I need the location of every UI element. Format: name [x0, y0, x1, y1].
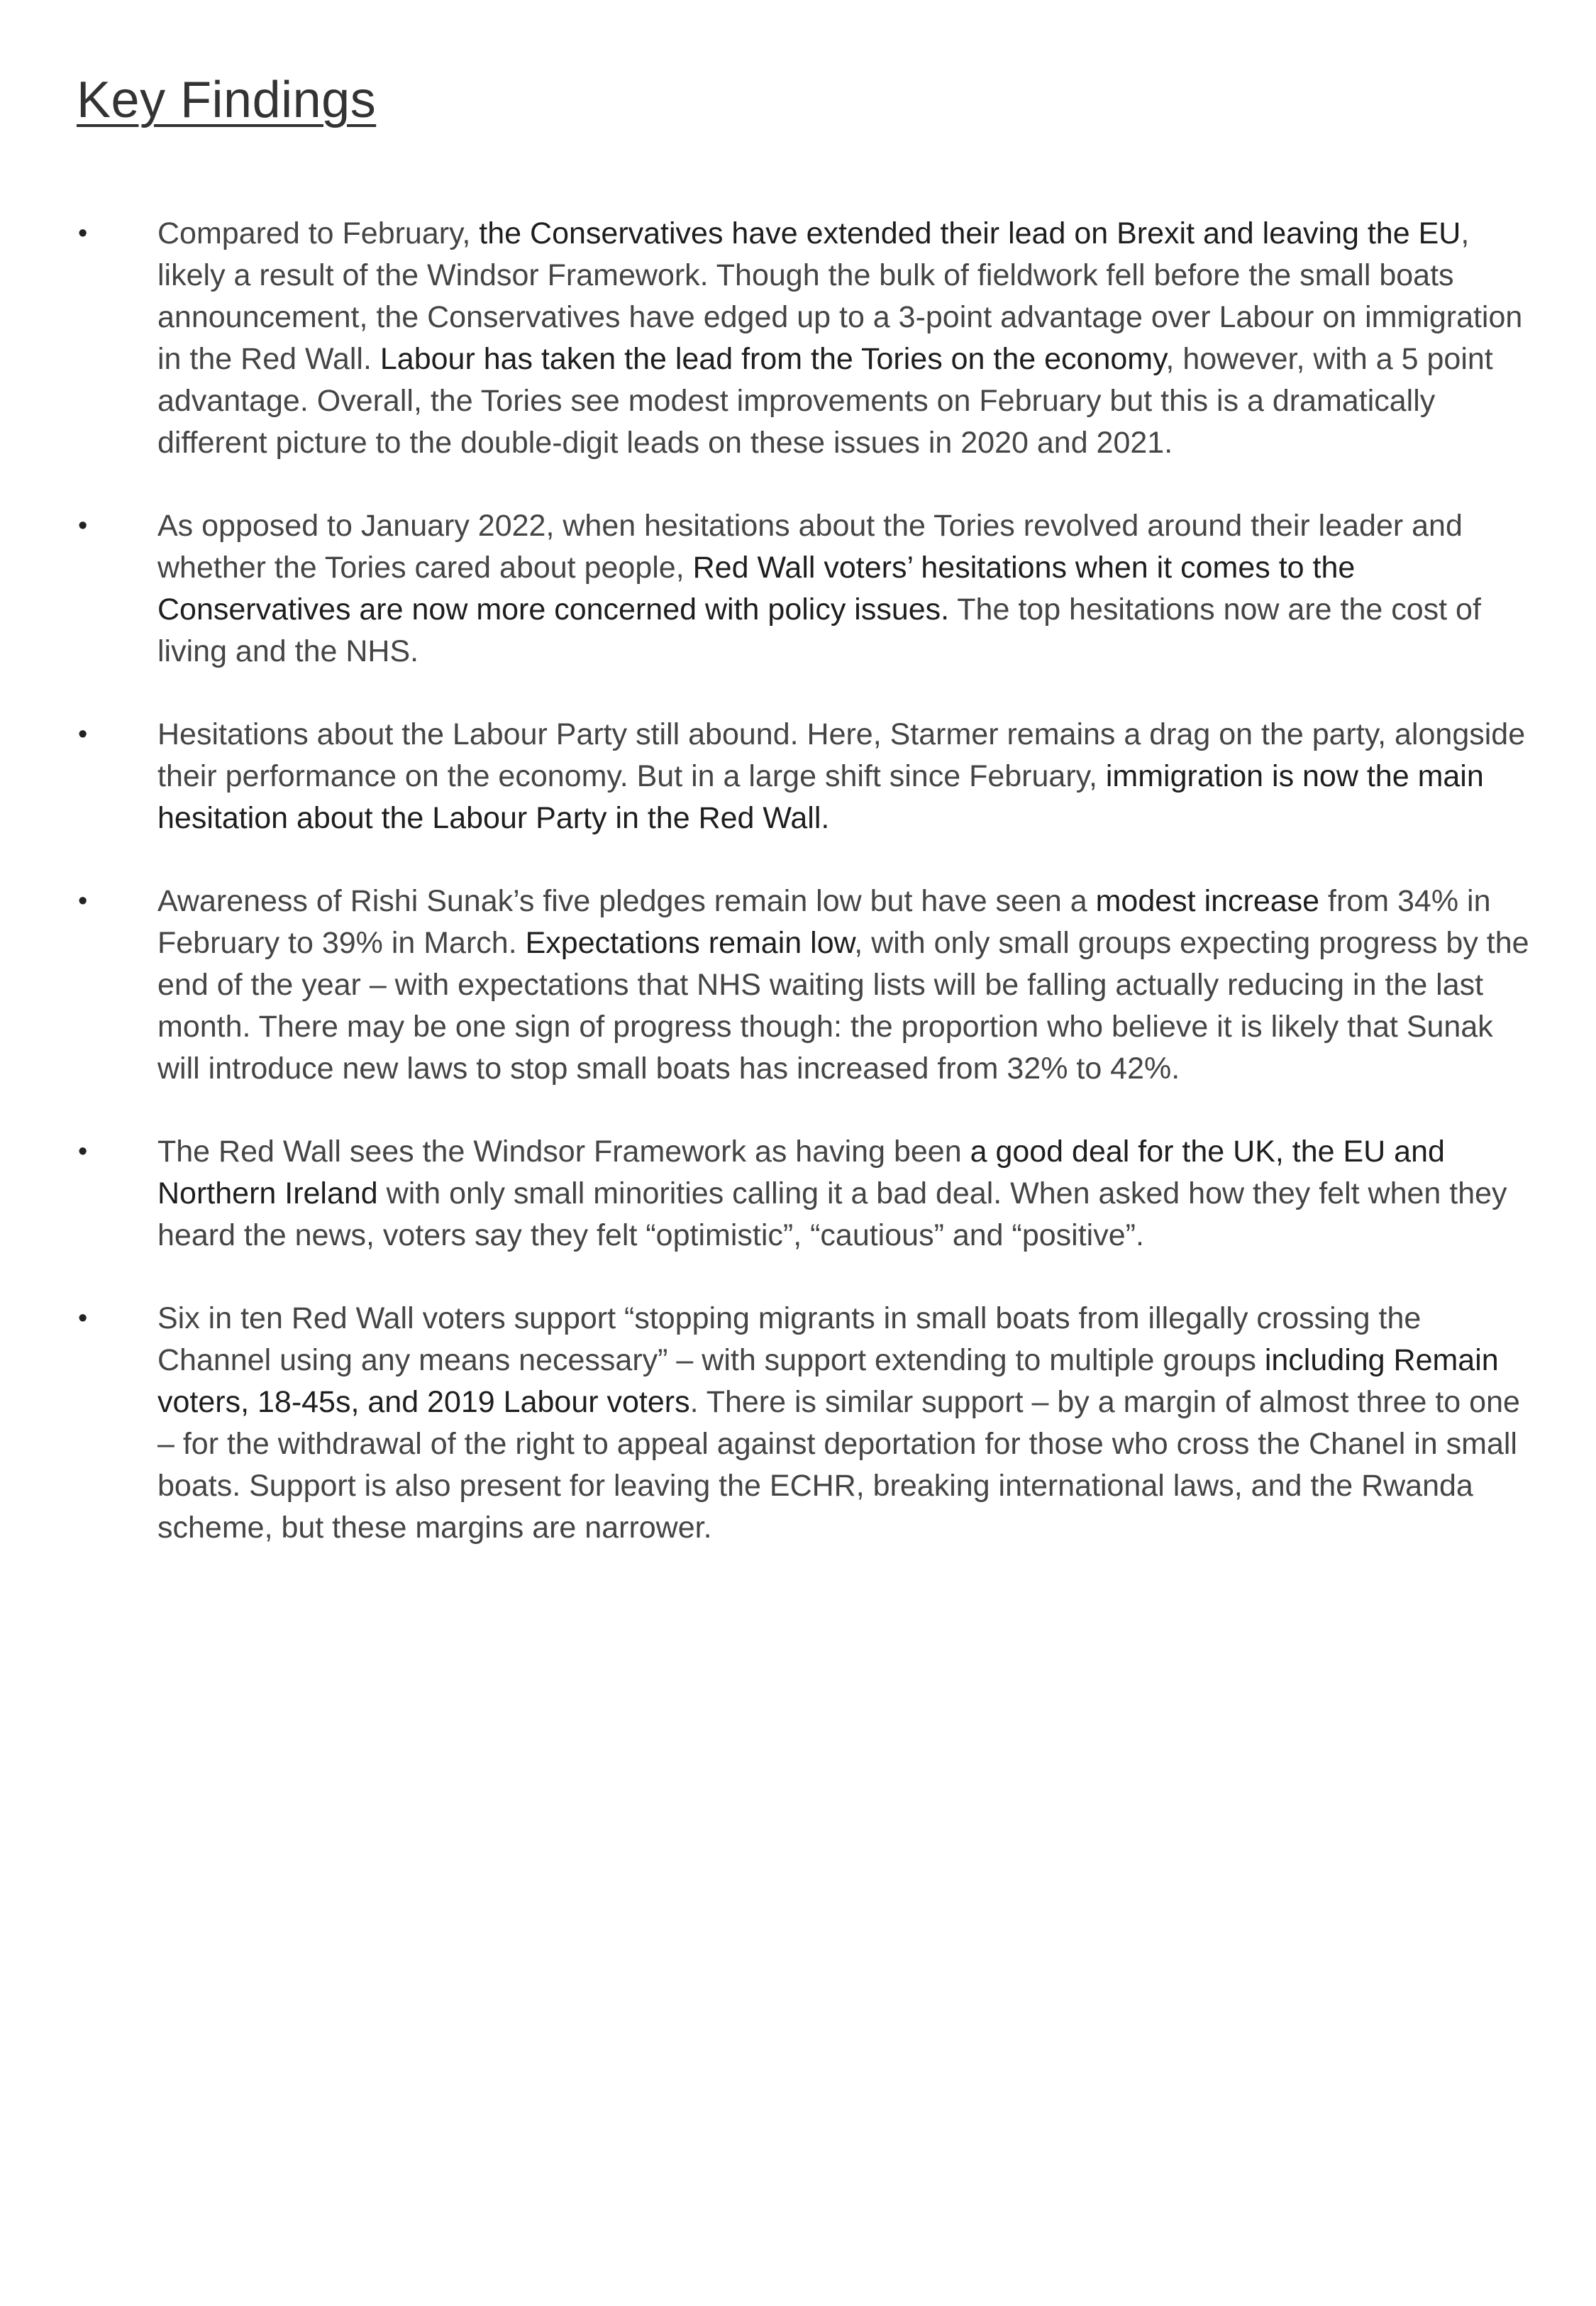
- finding-segment: , with only small groups expecting progress by the end of the year – with expectations that NHS waiting lists will be falling actually reducing in the last month. There may be one sign of progress though: the proportion who believe it is likely that Sunak will introduce new laws to stop small boats has increased from 32% to 42%.: [157, 926, 1529, 1086]
- finding-highlight: Labour has taken the lead from the Tories on the economy: [379, 342, 1166, 376]
- finding-highlight: modest increase: [1095, 884, 1320, 918]
- finding-segment: from 34% in February to 39% in March.: [157, 884, 1491, 960]
- finding-highlight: a good deal for the UK, the EU and Northern Ireland: [157, 1135, 1445, 1210]
- finding-text: [157, 509, 1481, 668]
- finding-item: [77, 881, 1531, 1090]
- finding-item: [77, 213, 1531, 464]
- key-findings-list: [77, 213, 1531, 1590]
- finding-segment: Hesitations about the Labour Party still abound. Here, Starmer remains a drag on the party, alongside their performance on the economy. But in a large shift since February,: [157, 717, 1526, 793]
- finding-text: [157, 884, 1529, 1086]
- bullet-icon: •: [78, 719, 88, 749]
- finding-segment: Six in ten Red Wall voters support “stopping migrants in small boats from illegally crossing the Channel using any means necessary” – with support extending to multiple groups: [157, 1301, 1422, 1377]
- finding-segment: , however, with a 5 point advantage. Overall, the Tories see modest improvements on February but this is a dramatically different picture to the double-digit leads on these issues in 2020 and 2021.: [157, 342, 1493, 460]
- finding-text: [157, 1135, 1507, 1252]
- finding-segment: The top hesitations now are the cost of living and the NHS.: [157, 592, 1481, 668]
- finding-segment: Awareness of Rishi Sunak’s five pledges remain low but have seen a: [157, 884, 1096, 918]
- finding-item: [77, 1131, 1531, 1257]
- bullet-icon: •: [78, 1137, 88, 1166]
- finding-segment: The Red Wall sees the Windsor Framework as having been: [157, 1135, 970, 1169]
- finding-highlight: Red Wall voters’ hesitations when it comes to the Conservatives are now more concerned with policy issues.: [157, 551, 1356, 627]
- finding-highlight: Expectations remain low: [525, 926, 855, 960]
- page-title: Key Findings: [77, 72, 377, 128]
- bullet-icon: •: [78, 1303, 88, 1333]
- bullet-icon: •: [78, 511, 88, 541]
- finding-item: [77, 1298, 1531, 1549]
- finding-item: [77, 505, 1531, 673]
- finding-highlight: immigration is now the main hesitation about the Labour Party in the Red Wall.: [157, 759, 1484, 835]
- finding-segment: , likely a result of the Windsor Framework. Though the bulk of fieldwork fell before the small boats announcement, the Conservatives have edged up to a 3-point advantage over Labour on immigration in the Red Wall.: [157, 216, 1523, 376]
- bullet-icon: •: [78, 219, 88, 248]
- finding-text: [157, 1301, 1520, 1545]
- finding-segment: As opposed to January 2022, when hesitations about the Tories revolved around their leader and whether the Tories cared about people,: [157, 509, 1463, 585]
- finding-segment: . There is similar support – by a margin of almost three to one – for the withdrawal of the right to appeal against deportation for those who cross the Chanel in small boats. Support is also present for leaving the ECHR, breaking international laws, and the Rwanda scheme, but these margins are narrower.: [157, 1385, 1520, 1545]
- finding-segment: Compared to February,: [157, 216, 480, 250]
- finding-highlight: the Conservatives have extended their lead on Brexit and leaving the EU: [479, 216, 1461, 250]
- finding-segment: with only small minorities calling it a bad deal. When asked how they felt when they heard the news, voters say they felt “optimistic”, “cautious” and “positive”.: [157, 1176, 1507, 1252]
- finding-text: [157, 717, 1525, 835]
- finding-item: [77, 714, 1531, 839]
- finding-highlight: including Remain voters, 18-45s, and 2019 Labour voters: [157, 1343, 1499, 1419]
- bullet-icon: •: [78, 886, 88, 916]
- finding-text: [157, 216, 1522, 460]
